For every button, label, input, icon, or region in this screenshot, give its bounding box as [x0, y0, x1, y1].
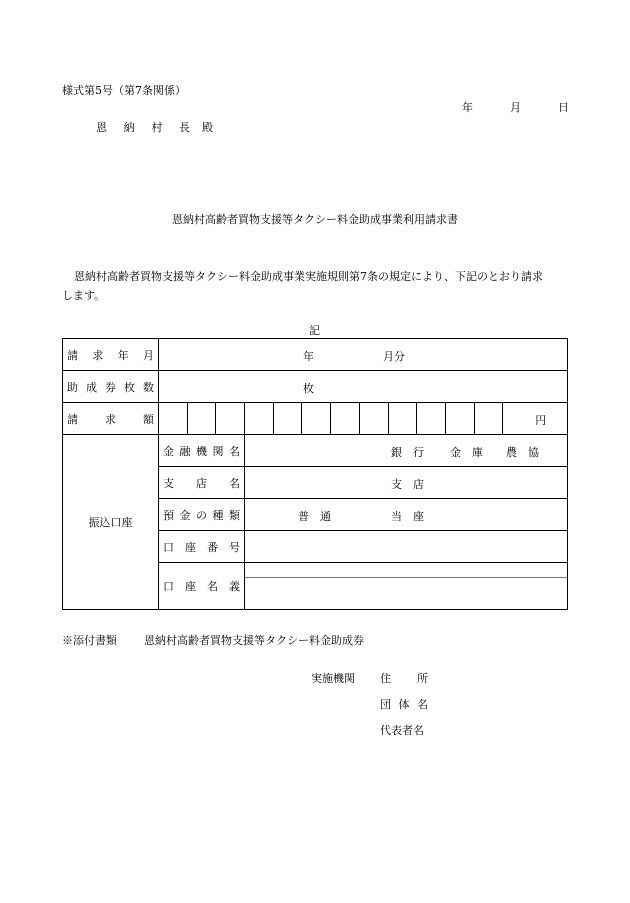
- bank-option-kinko[interactable]: 金 庫: [450, 446, 483, 459]
- label-char: 番: [207, 540, 218, 554]
- account-holder-field[interactable]: [245, 563, 568, 610]
- amount-digit-cell[interactable]: [389, 403, 418, 434]
- label-char: 金: [163, 444, 174, 458]
- amount-digit-cell[interactable]: [159, 403, 188, 434]
- furigana-divider: [245, 577, 567, 578]
- row-amount: [63, 403, 568, 435]
- label-char: 券: [105, 380, 116, 394]
- amount-digit-cell[interactable]: [331, 403, 360, 434]
- label-char: 年: [117, 348, 129, 362]
- group-name-label: [380, 696, 428, 712]
- label-char: 店: [196, 476, 207, 490]
- amount-digit-cell[interactable]: [360, 403, 389, 434]
- amount-digit-cell[interactable]: [245, 403, 274, 434]
- label-char: 義: [229, 580, 240, 593]
- label-char: 金: [179, 508, 191, 522]
- label-char: 数: [143, 380, 154, 394]
- count-unit: 枚: [303, 382, 314, 395]
- label-char: 類: [229, 508, 240, 522]
- label-char: 成: [86, 380, 97, 394]
- label-char: 座: [185, 540, 196, 554]
- amount-digit-cell[interactable]: [188, 403, 217, 434]
- label-char: 所: [417, 672, 428, 685]
- bank-name-field[interactable]: [245, 435, 568, 467]
- account-number-field[interactable]: [245, 531, 568, 563]
- label-char: 月: [142, 348, 154, 362]
- bank-option-ginko[interactable]: 銀 行: [391, 446, 424, 459]
- label-char: 名: [229, 476, 240, 490]
- addressee: [96, 119, 190, 135]
- implementer-label: 実施機関: [311, 672, 355, 685]
- label-char: 額: [143, 412, 154, 426]
- date-month-label: 月: [510, 101, 521, 114]
- deposit-type-futsu[interactable]: 普 通: [298, 510, 331, 523]
- row-request-month: [63, 339, 568, 371]
- deposit-type-field[interactable]: [245, 499, 568, 531]
- label-char: 融: [179, 444, 191, 458]
- label-char: 預: [163, 508, 174, 522]
- amount-digit-cell[interactable]: [417, 403, 446, 434]
- yen-unit: 円: [535, 414, 547, 427]
- amount-digit-cell[interactable]: [302, 403, 331, 434]
- label-char: 関: [212, 444, 224, 458]
- amount-digit-cell[interactable]: [475, 403, 504, 434]
- voucher-count-label: [63, 371, 159, 403]
- amount-digit-cell-last[interactable]: [503, 403, 567, 434]
- month-unit: 月分: [383, 350, 405, 363]
- label-char: 座: [185, 580, 196, 593]
- addressee-honorific: 殿: [202, 121, 213, 134]
- label-char: 助: [67, 380, 78, 394]
- addressee-char: 恩: [96, 121, 107, 134]
- month-year-unit: 年: [303, 350, 314, 363]
- amount-field[interactable]: [159, 403, 568, 435]
- body-line-1: 恩納村高齢者買物支援等タクシー料金助成事業実施規則第7条の規定により、下記のとおり請求: [74, 270, 543, 283]
- attachment-label: ※添付書類: [62, 634, 117, 647]
- date-year-label: 年: [462, 101, 473, 114]
- label-char: 求: [105, 412, 116, 426]
- voucher-count-field[interactable]: [159, 371, 568, 403]
- address-label: [380, 670, 428, 686]
- addressee-char: 長: [178, 121, 190, 134]
- addressee-char: 村: [151, 121, 163, 134]
- amount-digit-cell[interactable]: [274, 403, 303, 434]
- attachment-text: 恩納村高齢者買物支援等タクシー料金助成券: [144, 634, 364, 647]
- label-char: 請: [67, 348, 78, 362]
- document-title: 恩納村高齢者買物支援等タクシー料金助成事業利用請求書: [172, 213, 458, 226]
- label-char: 支: [163, 476, 174, 490]
- amount-digit-cell[interactable]: [446, 403, 475, 434]
- label-char: 口: [163, 580, 174, 593]
- branch-name-field[interactable]: [245, 467, 568, 499]
- label-char: 名: [229, 444, 240, 458]
- label-char: 求: [92, 348, 104, 362]
- label-char: 住: [380, 672, 391, 685]
- label-char: 請: [67, 412, 78, 426]
- label-char: 口: [163, 540, 174, 554]
- deposit-type-toza[interactable]: 当 座: [391, 510, 424, 523]
- request-month-field[interactable]: [159, 339, 568, 371]
- amount-digit-cell[interactable]: [216, 403, 245, 434]
- label-char: 機: [196, 444, 207, 458]
- label-char: 名: [417, 698, 428, 711]
- row-voucher-count: [63, 371, 568, 403]
- account-group-label: 振込口座: [63, 435, 159, 610]
- addressee-char: 納: [123, 121, 135, 134]
- date-day-label: 日: [558, 101, 569, 114]
- account-number-label: [159, 531, 245, 563]
- request-month-label: [63, 339, 159, 371]
- body-line-2: します。: [62, 289, 106, 302]
- label-char: の: [196, 508, 207, 522]
- amount-label: [63, 403, 159, 435]
- row-bank: [63, 435, 568, 467]
- bank-name-label: [159, 435, 245, 467]
- form-number: 様式第5号（第7条関係）: [62, 84, 186, 97]
- label-char: 号: [229, 540, 240, 554]
- account-holder-label: [159, 563, 245, 610]
- label-char: 種: [212, 508, 224, 522]
- label-char: 団: [380, 698, 391, 711]
- representative-label: 代表者名: [380, 724, 424, 737]
- branch-suffix: 支 店: [391, 478, 424, 491]
- branch-name-label: [159, 467, 245, 499]
- ki-label: 記: [309, 324, 320, 337]
- deposit-type-label: [159, 499, 245, 531]
- request-form-table: [62, 338, 568, 610]
- label-char: 名: [207, 580, 218, 593]
- label-char: 枚: [124, 380, 135, 394]
- bank-option-nokyo[interactable]: 農 協: [506, 446, 539, 459]
- label-char: 体: [398, 698, 410, 711]
